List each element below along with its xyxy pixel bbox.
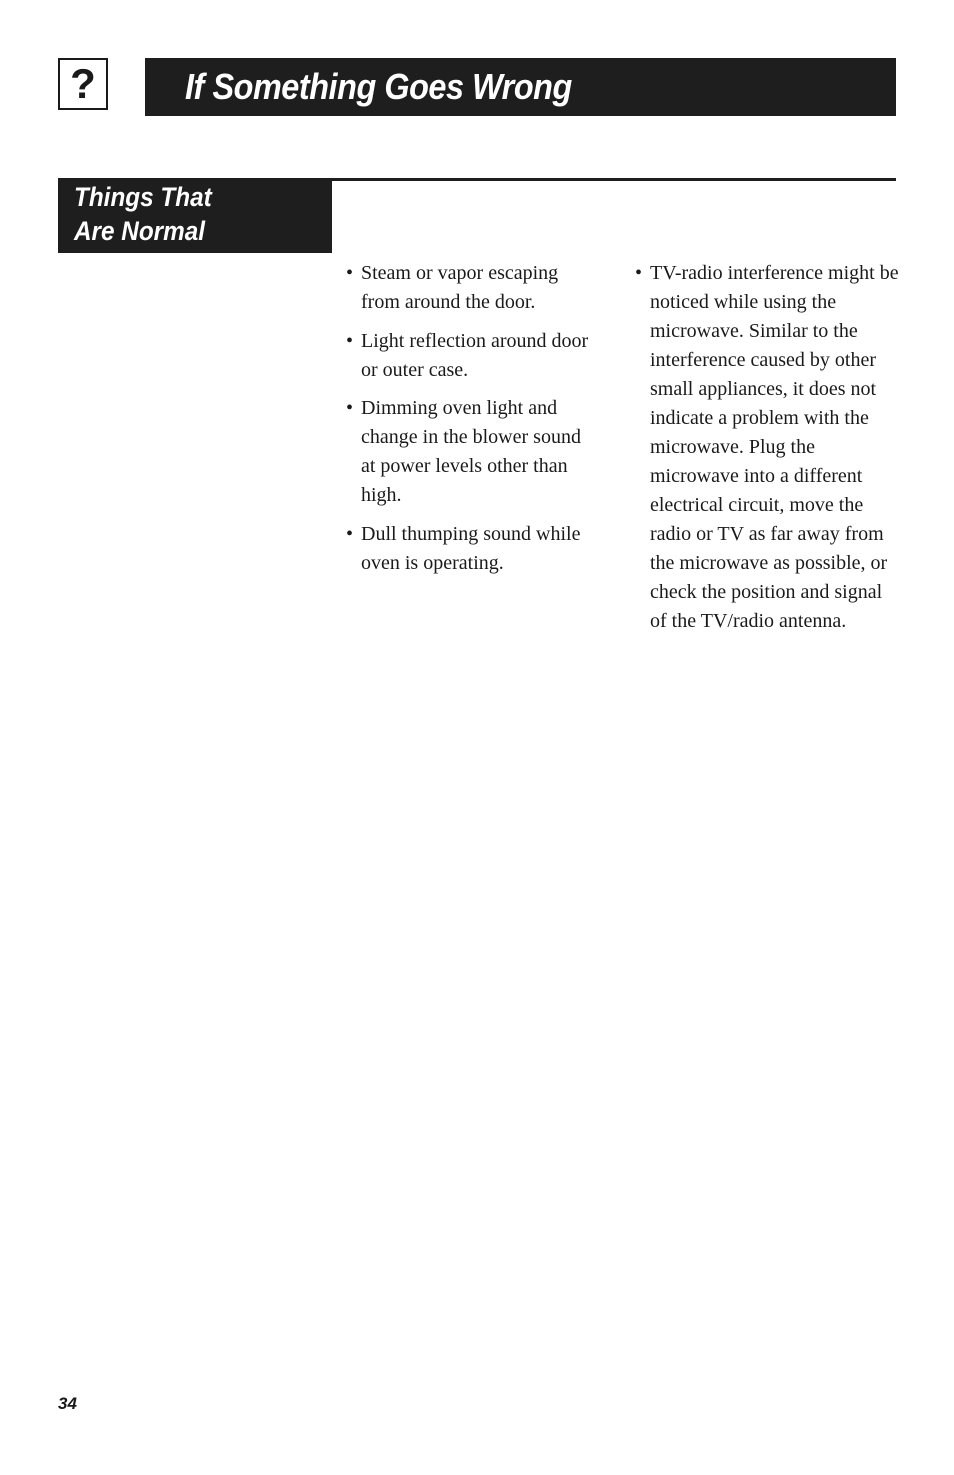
bullet-icon: • [346, 262, 354, 284]
page-title: If Something Goes Wrong [185, 66, 572, 107]
bullet-icon: • [346, 397, 354, 419]
list-item-text: Dimming oven light and change in the blower sound at power levels other than high. [361, 397, 581, 506]
list-item [346, 259, 596, 317]
list-item-text: Light reflection around door or outer case. [361, 329, 589, 381]
page-title-bar [145, 58, 896, 116]
list-item-text: Dull thumping sound while oven is operating. [361, 522, 581, 574]
section-heading-line1: Things That [74, 182, 212, 212]
list-item [346, 394, 596, 510]
list-item-text: Steam or vapor escaping from around the door. [361, 262, 559, 313]
section-heading [74, 180, 306, 248]
normal-things-list-right [635, 259, 903, 646]
page-number: 34 [58, 1394, 77, 1413]
question-mark-icon: ? [58, 58, 108, 110]
section-heading-box [58, 178, 332, 253]
list-item [635, 259, 903, 636]
bullet-icon: • [635, 262, 643, 284]
list-item [346, 520, 596, 578]
bullet-icon: • [346, 329, 354, 352]
list-item [346, 327, 596, 385]
bullet-icon: • [346, 522, 354, 545]
normal-things-list-left [346, 259, 596, 587]
section-heading-line2: Are Normal [74, 216, 205, 246]
list-item-text: TV-radio interference might be noticed while using the microwave. Similar to the interference caused by other small appliances, it does not indicate a problem with the microwave. Plug the microwave into a different electrical circuit, move the radio or TV as far away from the microwave as possible, or check the position and signal of the TV/radio antenna. [650, 262, 899, 632]
